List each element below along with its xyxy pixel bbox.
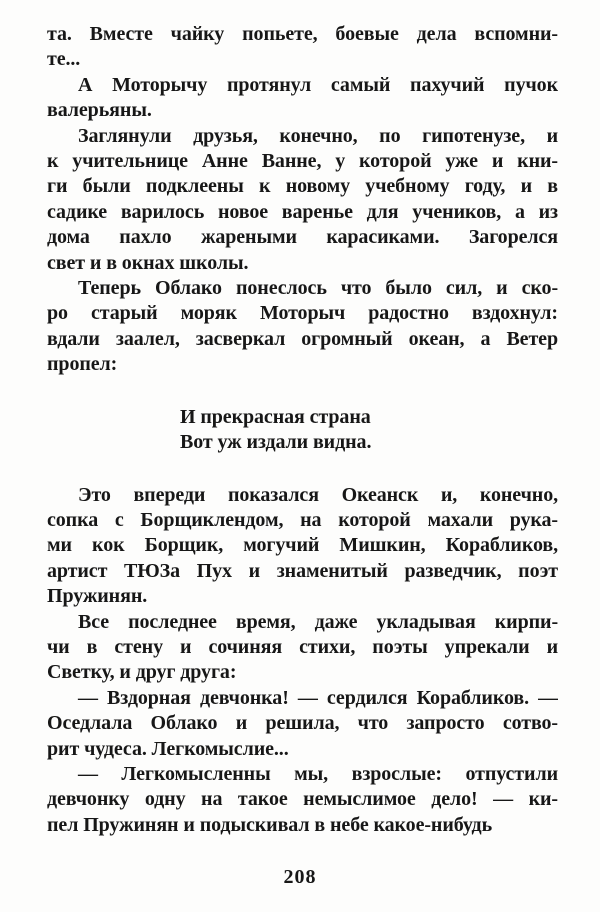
text-line: Теперь Облако понеслось что было сил, и ско-: [78, 277, 558, 300]
verse-line: Вот уж издали видна.: [180, 431, 372, 454]
text-line: садике варилось новое варенье для учеников, а из: [47, 200, 558, 223]
text-line: — Легкомысленны мы, взрослые: отпустили: [78, 762, 558, 785]
text-line: дома пахло жареными карасиками. Загорелся: [47, 226, 558, 249]
paragraph: [47, 124, 558, 276]
text-line: Это впереди показался Океанск и, конечно,: [78, 483, 558, 506]
text-line: ро старый моряк Моторыч радостно вздохнул:: [47, 302, 558, 325]
paragraph: [47, 22, 558, 73]
text-line: чи в стену и сочиняя стихи, поэты упрекали и: [47, 635, 558, 658]
text-line: пел Пружинян и подыскивал в небе какое-нибудь: [47, 813, 493, 836]
text-line: те...: [47, 48, 81, 71]
paragraph: [47, 276, 558, 378]
text-line: — Вздорная девчонка! — сердился Корабликов. —: [78, 686, 558, 709]
text-line: артист ТЮЗа Пух и знаменитый разведчик, поэт: [47, 559, 558, 582]
text-line: ги были подклеены к новому учебному году, и в: [47, 175, 558, 198]
text-line: свет и в окнах школы.: [47, 251, 249, 274]
paragraph: [47, 483, 558, 610]
text-line: валерьяны.: [47, 99, 152, 122]
page-number: 208: [283, 866, 317, 888]
text-line: сопка с Борщиклендом, на которой махали рука-: [47, 508, 558, 531]
text-line: рит чудеса. Легкомыслие...: [47, 737, 289, 760]
text-line: Оседлала Облако и решила, что запросто сотво-: [47, 712, 558, 735]
text-line: вдали заалел, засверкал огромный океан, а Ветер: [47, 327, 558, 350]
verse-line: И прекрасная страна: [180, 405, 371, 428]
text-line: Заглянули друзья, конечно, по гипотенузе, и: [78, 124, 558, 147]
text-line: А Моторычу протянул самый пахучий пучок: [78, 73, 558, 96]
text-line: та. Вместе чайку попьете, боевые дела вспомни-: [47, 23, 558, 45]
verse-block: [180, 405, 558, 456]
text-block: [47, 22, 558, 838]
text-line: пропел:: [47, 353, 118, 376]
text-line: девчонку одну на такое немыслимое дело! — ки-: [47, 788, 558, 811]
text-line: Светку, и друг друга:: [47, 661, 237, 684]
paragraph: [47, 686, 558, 762]
text-line: Все последнее время, даже укладывая кирпи-: [78, 610, 558, 633]
text-line: ми кок Борщик, могучий Мишкин, Корабликов,: [47, 534, 558, 557]
text-line: Пружинян.: [47, 585, 148, 608]
paragraph: [47, 762, 558, 838]
paragraph: [47, 610, 558, 686]
text-line: к учительнице Анне Ванне, у которой уже и кни-: [47, 150, 558, 173]
paragraph: [47, 73, 558, 124]
